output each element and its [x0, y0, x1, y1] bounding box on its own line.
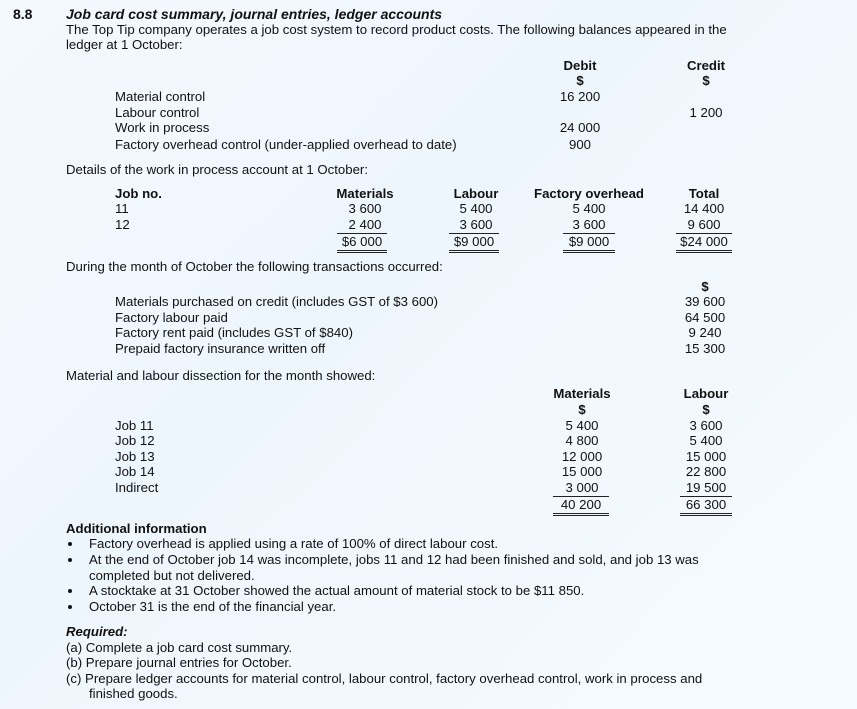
dissection-labour: 5 400	[689, 433, 723, 448]
additional-bullet-4: October 31 is the end of the financial year.	[89, 599, 337, 614]
wip-header-total: Total	[688, 186, 720, 201]
required-c-line-2: finished goods.	[89, 686, 178, 701]
transactions-intro: During the month of October the following transactions occurred:	[66, 259, 443, 274]
additional-bullet-1: Factory overhead is applied using a rate of 100% of direct labour cost.	[89, 536, 499, 551]
wip-header-overhead: Factory overhead	[534, 186, 644, 201]
wip-labour: 5 400	[459, 201, 493, 216]
wip-total-overhead: $9 000	[563, 233, 615, 253]
wip-materials: 2 400	[348, 217, 382, 232]
dissection-materials: 12 000	[561, 449, 603, 464]
exercise-title: Job card cost summary, journal entries, ledger accounts	[66, 6, 443, 22]
wip-overhead: 3 600	[572, 217, 606, 232]
transaction-amount: 9 240	[688, 325, 722, 340]
dissection-labour: 19 500	[685, 480, 727, 495]
balance-label: Material control	[115, 89, 206, 104]
wip-total-materials: $6 000	[337, 233, 387, 253]
wip-labour: 3 600	[459, 217, 493, 232]
dissection-materials: 15 000	[561, 464, 603, 479]
dissection-label: Job 11	[115, 418, 154, 433]
additional-heading: Additional information	[66, 521, 207, 536]
dissection-labour-header: Labour	[683, 386, 729, 401]
dissection-label: Job 13	[115, 449, 155, 464]
dissection-label: Indirect	[115, 480, 159, 495]
dissection-materials-currency: $	[578, 402, 586, 417]
wip-job: 11	[115, 201, 129, 216]
bullet-icon	[68, 542, 72, 546]
dissection-materials: 4 800	[565, 433, 599, 448]
wip-header-labour: Labour	[453, 186, 499, 201]
wip-header-job: Job no.	[115, 186, 162, 201]
exercise-number: 8.8	[13, 6, 33, 22]
bullet-icon	[68, 558, 72, 562]
wip-intro: Details of the work in process account at 1 October:	[66, 162, 368, 177]
dissection-label: Job 14	[115, 464, 155, 479]
transaction-label: Prepaid factory insurance written off	[115, 341, 326, 356]
balance-credit: 1 200	[689, 105, 723, 120]
transaction-amount: 15 300	[684, 341, 726, 356]
required-heading: Required:	[66, 624, 128, 639]
balance-label: Work in process	[115, 120, 210, 135]
credit-header: Credit	[686, 58, 726, 73]
dissection-total-labour: 66 300	[680, 496, 732, 516]
dissection-label: Job 12	[115, 433, 155, 448]
wip-job: 12	[115, 217, 130, 232]
balance-debit: 900	[568, 137, 591, 152]
balance-debit: 16 200	[559, 89, 601, 104]
wip-overhead: 5 400	[572, 201, 606, 216]
wip-materials: 3 600	[348, 201, 382, 216]
additional-bullet-2-line-1: At the end of October job 14 was incomplete, jobs 11 and 12 had been finished and sold, and job 13 was	[89, 552, 699, 567]
transaction-amount: 64 500	[684, 310, 726, 325]
additional-bullet-2-line-2: completed but not delivered.	[89, 568, 255, 583]
intro-line-1: The Top Tip company operates a job cost system to record product costs. The following balances appeared in the	[66, 22, 727, 37]
dissection-intro: Material and labour dissection for the month showed:	[66, 368, 376, 383]
transaction-label: Factory rent paid (includes GST of $840)	[115, 325, 353, 340]
wip-total: 14 400	[683, 201, 725, 216]
dissection-materials: 5 400	[565, 418, 599, 433]
debit-currency: $	[576, 73, 584, 88]
transaction-label: Factory labour paid	[115, 310, 228, 325]
dissection-labour: 22 800	[685, 464, 727, 479]
dissection-materials-header: Materials	[553, 386, 611, 401]
transaction-label: Materials purchased on credit (includes GST of $3 600)	[115, 294, 439, 309]
transaction-amount: 39 600	[684, 294, 726, 309]
required-b: (b) Prepare journal entries for October.	[66, 655, 292, 670]
dissection-labour: 15 000	[685, 449, 727, 464]
dissection-labour-currency: $	[702, 402, 710, 417]
wip-total-total: $24 000	[676, 233, 732, 253]
required-c-line-1: (c) Prepare ledger accounts for material control, labour control, factory overhead control, work in process and	[66, 671, 703, 686]
balance-label: Labour control	[115, 105, 200, 120]
wip-header-materials: Materials	[336, 186, 394, 201]
balance-debit: 24 000	[559, 120, 601, 135]
additional-bullet-3: A stocktake at 31 October showed the actual amount of material stock to be $11 850.	[89, 583, 585, 598]
wip-total-labour: $9 000	[449, 233, 499, 253]
bullet-icon	[68, 589, 72, 593]
bullet-icon	[68, 605, 72, 609]
dissection-materials: 3 000	[565, 480, 599, 495]
credit-currency: $	[702, 73, 710, 88]
required-a: (a) Complete a job card cost summary.	[66, 640, 293, 655]
balance-label: Factory overhead control (under-applied overhead to date)	[115, 137, 457, 152]
transactions-currency: $	[701, 279, 709, 294]
debit-header: Debit	[563, 58, 597, 73]
dissection-total-materials: 40 200	[553, 496, 609, 516]
dissection-labour: 3 600	[689, 418, 723, 433]
wip-total: 9 600	[687, 217, 721, 232]
intro-line-2: ledger at 1 October:	[66, 37, 183, 52]
